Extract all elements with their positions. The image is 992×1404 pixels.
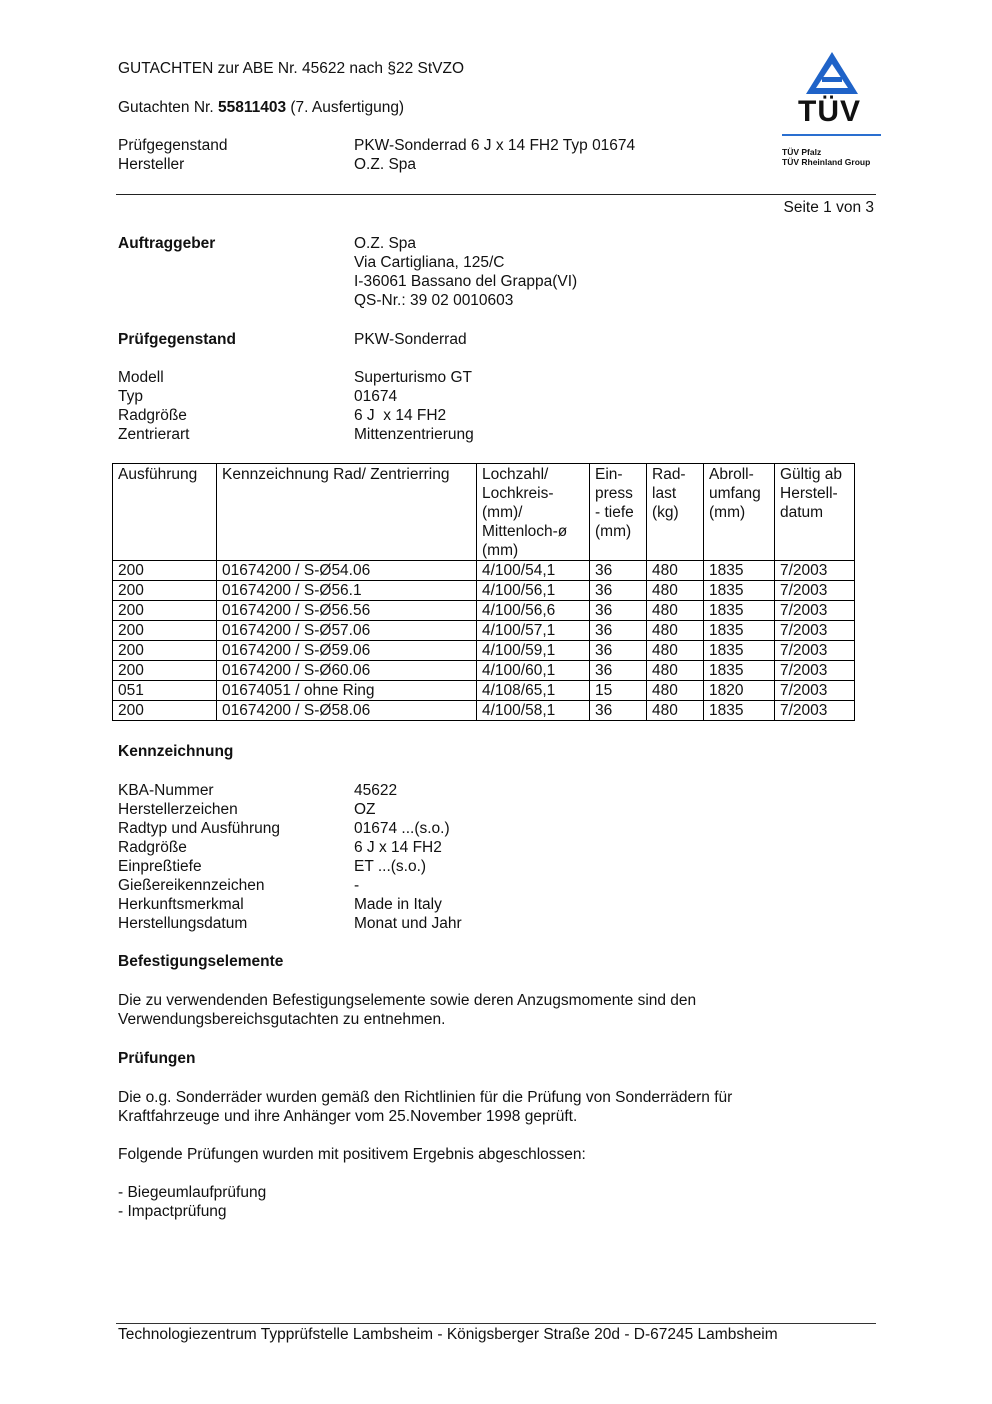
footer-divider	[116, 1323, 876, 1324]
table-cell-einpresstiefe: 36	[590, 601, 647, 621]
table-cell-einpresstiefe: 36	[590, 701, 647, 721]
befestigung-heading: Befestigungselemente	[118, 953, 284, 970]
pruefgegenstand-label: Prüfgegenstand	[118, 331, 236, 348]
pruefgegenstand-value: PKW-Sonderrad	[354, 331, 467, 348]
table-cell-einpresstiefe: 36	[590, 621, 647, 641]
table-cell-abrollumfang: 1835	[704, 561, 775, 581]
logo-line-2: TÜV Rheinland Group	[782, 157, 871, 167]
table-cell-gueltig-ab: 7/2003	[775, 601, 855, 621]
table-cell-gueltig-ab: 7/2003	[775, 661, 855, 681]
table-cell-radlast: 480	[647, 561, 704, 581]
table-row	[113, 621, 855, 641]
table-cell-ausfuehrung: 200	[113, 601, 217, 621]
table-cell-abrollumfang: 1835	[704, 641, 775, 661]
kennzeichnung-value: ET ...(s.o.)	[354, 858, 427, 875]
header-label-hersteller: Hersteller	[118, 156, 185, 173]
logo-divider	[782, 134, 881, 136]
table-cell-lochzahl: 4/100/59,1	[477, 641, 590, 661]
table-cell-abrollumfang: 1835	[704, 701, 775, 721]
table-cell-radlast: 480	[647, 621, 704, 641]
auftraggeber-line: I-36061 Bassano del Grappa(VI)	[354, 273, 578, 290]
kennzeichnung-value: Made in Italy	[354, 896, 442, 913]
tuv-triangle-icon	[802, 50, 862, 98]
table-cell-ausfuehrung: 200	[113, 581, 217, 601]
column-header-gueltig-ab: Gültig ab Herstell- datum	[775, 464, 855, 561]
pruefungen-intro: Folgende Prüfungen wurden mit positivem Ergebnis abgeschlossen:	[118, 1146, 586, 1163]
auftraggeber-label: Auftraggeber	[118, 235, 216, 252]
table-cell-gueltig-ab: 7/2003	[775, 621, 855, 641]
table-cell-abrollumfang: 1835	[704, 661, 775, 681]
document-title: GUTACHTEN zur ABE Nr. 45622 nach §22 StVZO	[118, 60, 465, 77]
header-value-pruefgegenstand: PKW-Sonderrad 6 J x 14 FH2 Typ 01674	[354, 137, 636, 154]
footer-text: Technologiezentrum Typprüfstelle Lambsheim - Königsberger Straße 20d - D-67245 Lambsheim	[118, 1326, 778, 1343]
spec-label: Radgröße	[118, 407, 187, 424]
wheel-spec-table	[112, 463, 855, 721]
header-value-hersteller: O.Z. Spa	[354, 156, 417, 173]
column-header-abrollumfang: Abroll- umfang (mm)	[704, 464, 775, 561]
kennzeichnung-value: 01674 ...(s.o.)	[354, 820, 450, 837]
table-cell-einpresstiefe: 36	[590, 581, 647, 601]
table-cell-gueltig-ab: 7/2003	[775, 681, 855, 701]
spec-value: Mittenzentrierung	[354, 426, 474, 443]
kennzeichnung-value: 6 J x 14 FH2	[354, 839, 442, 856]
kennzeichnung-label: Radtyp und Ausführung	[118, 820, 281, 837]
table-cell-gueltig-ab: 7/2003	[775, 641, 855, 661]
table-cell-kennzeichnung: 01674200 / S-Ø56.1	[217, 581, 477, 601]
table-cell-ausfuehrung: 200	[113, 641, 217, 661]
table-cell-gueltig-ab: 7/2003	[775, 701, 855, 721]
kennzeichnung-label: Gießereikennzeichen	[118, 877, 265, 894]
column-header-radlast: Rad- last (kg)	[647, 464, 704, 561]
gutachten-suffix: (7. Ausfertigung)	[286, 99, 405, 116]
table-cell-ausfuehrung: 200	[113, 661, 217, 681]
kennzeichnung-value: -	[354, 877, 360, 894]
spec-label: Zentrierart	[118, 426, 190, 443]
pruefungen-heading: Prüfungen	[118, 1050, 196, 1067]
table-cell-ausfuehrung: 200	[113, 561, 217, 581]
auftraggeber-line: O.Z. Spa	[354, 235, 417, 252]
spec-value: Superturismo GT	[354, 369, 473, 386]
table-cell-einpresstiefe: 36	[590, 641, 647, 661]
table-cell-radlast: 480	[647, 701, 704, 721]
table-cell-ausfuehrung: 200	[113, 621, 217, 641]
tuv-logo	[782, 50, 887, 180]
befestigung-text-line: Verwendungsbereichsgutachten zu entnehmen.	[118, 1011, 446, 1028]
table-cell-radlast: 480	[647, 601, 704, 621]
table-cell-kennzeichnung: 01674051 / ohne Ring	[217, 681, 477, 701]
gutachten-prefix: Gutachten Nr.	[118, 99, 218, 116]
pruefung-item: - Impactprüfung	[118, 1203, 227, 1220]
column-header-ausfuehrung: Ausführung	[113, 464, 217, 561]
kennzeichnung-value: OZ	[354, 801, 376, 818]
column-header-kennzeichnung: Kennzeichnung Rad/ Zentrierring	[217, 464, 477, 561]
table-cell-kennzeichnung: 01674200 / S-Ø56.56	[217, 601, 477, 621]
column-header-lochzahl: Lochzahl/ Lochkreis- (mm)/ Mittenloch-ø (mm)	[477, 464, 590, 561]
table-cell-kennzeichnung: 01674200 / S-Ø60.06	[217, 661, 477, 681]
table-cell-kennzeichnung: 01674200 / S-Ø54.06	[217, 561, 477, 581]
table-cell-ausfuehrung: 051	[113, 681, 217, 701]
table-cell-einpresstiefe: 15	[590, 681, 647, 701]
table-cell-einpresstiefe: 36	[590, 661, 647, 681]
table-cell-abrollumfang: 1820	[704, 681, 775, 701]
kennzeichnung-label: Herstellungsdatum	[118, 915, 248, 932]
table-cell-abrollumfang: 1835	[704, 621, 775, 641]
table-cell-einpresstiefe: 36	[590, 561, 647, 581]
pruefungen-text-line: Kraftfahrzeuge und ihre Anhänger vom 25.November 1998 geprüft.	[118, 1108, 578, 1125]
spec-value: 6 J x 14 FH2	[354, 407, 447, 424]
table-row	[113, 661, 855, 681]
auftraggeber-line: QS-Nr.: 39 02 0010603	[354, 292, 514, 309]
table-cell-lochzahl: 4/108/65,1	[477, 681, 590, 701]
pruefungen-text-line: Die o.g. Sonderräder wurden gemäß den Richtlinien für die Prüfung von Sonderrädern für	[118, 1089, 733, 1106]
kennzeichnung-label: Herstellerzeichen	[118, 801, 238, 818]
kennzeichnung-label: KBA-Nummer	[118, 782, 214, 799]
pruefung-item: - Biegeumlaufprüfung	[118, 1184, 267, 1201]
table-cell-radlast: 480	[647, 681, 704, 701]
kennzeichnung-label: Einpreßtiefe	[118, 858, 202, 875]
table-cell-kennzeichnung: 01674200 / S-Ø57.06	[217, 621, 477, 641]
kennzeichnung-value: 45622	[354, 782, 398, 799]
kennzeichnung-label: Herkunftsmerkmal	[118, 896, 244, 913]
table-cell-abrollumfang: 1835	[704, 601, 775, 621]
table-cell-gueltig-ab: 7/2003	[775, 581, 855, 601]
table-cell-lochzahl: 4/100/60,1	[477, 661, 590, 681]
header-label-pruefgegenstand: Prüfgegenstand	[118, 137, 228, 154]
gutachten-line	[118, 98, 404, 117]
table-cell-radlast: 480	[647, 641, 704, 661]
table-row	[113, 701, 855, 721]
kennzeichnung-heading: Kennzeichnung	[118, 743, 234, 760]
table-row	[113, 581, 855, 601]
table-cell-lochzahl: 4/100/54,1	[477, 561, 590, 581]
table-cell-radlast: 480	[647, 661, 704, 681]
kennzeichnung-value: Monat und Jahr	[354, 915, 462, 932]
table-row	[113, 601, 855, 621]
table-cell-lochzahl: 4/100/56,1	[477, 581, 590, 601]
column-header-einpresstiefe: Ein- press - tiefe (mm)	[590, 464, 647, 561]
table-cell-radlast: 480	[647, 581, 704, 601]
table-header-row	[113, 464, 855, 561]
table-cell-abrollumfang: 1835	[704, 581, 775, 601]
spec-label: Modell	[118, 369, 164, 386]
table-row	[113, 561, 855, 581]
auftraggeber-line: Via Cartigliana, 125/C	[354, 254, 505, 271]
table-row	[113, 681, 855, 701]
page-number: Seite 1 von 3	[783, 199, 874, 216]
table-cell-gueltig-ab: 7/2003	[775, 561, 855, 581]
table-cell-lochzahl: 4/100/58,1	[477, 701, 590, 721]
spec-label: Typ	[118, 388, 143, 405]
kennzeichnung-label: Radgröße	[118, 839, 187, 856]
gutachten-number: 55811403	[217, 99, 287, 116]
table-row	[113, 641, 855, 661]
header-divider	[116, 194, 876, 195]
table-cell-lochzahl: 4/100/57,1	[477, 621, 590, 641]
table-cell-kennzeichnung: 01674200 / S-Ø59.06	[217, 641, 477, 661]
table-cell-kennzeichnung: 01674200 / S-Ø58.06	[217, 701, 477, 721]
tuv-wordmark: TÜV	[798, 95, 861, 128]
spec-value: 01674	[354, 388, 398, 405]
table-cell-ausfuehrung: 200	[113, 701, 217, 721]
table-cell-lochzahl: 4/100/56,6	[477, 601, 590, 621]
befestigung-text-line: Die zu verwendenden Befestigungselemente sowie deren Anzugsmomente sind den	[118, 992, 697, 1009]
logo-line-1: TÜV Pfalz	[782, 147, 822, 157]
